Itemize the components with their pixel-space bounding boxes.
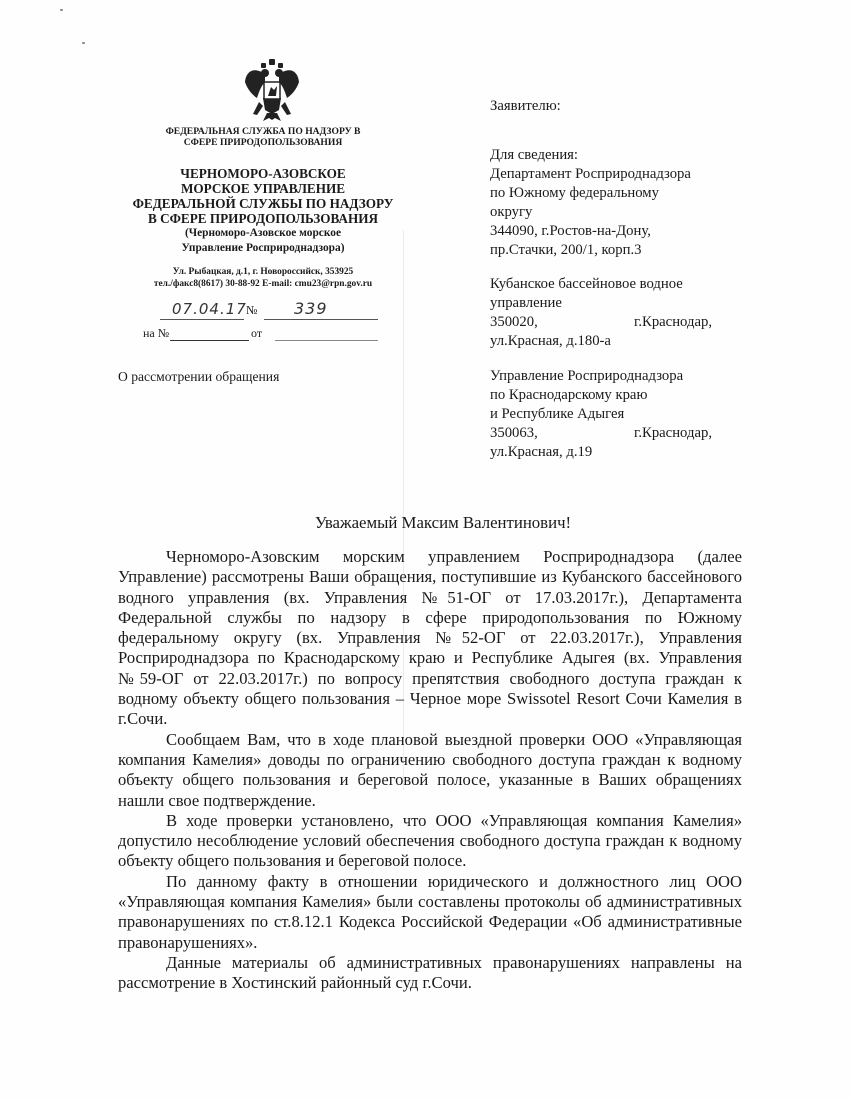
body-paragraph: В ходе проверки установлено, что ООО «Управляющая компания Камелия» допустило несоблюдение условий обеспечения свободного доступа граждан к водному объекту общего пользования и береговой полосе. [118,810,742,871]
reference-date-label: от [251,326,263,340]
applicant-label: Заявителю: [490,98,561,114]
letterhead-address: Ул. Рыбацкая, д.1, г. Новороссийск, 353925 тел./факс8(8617) 30-88-92 E-mail: cmu23@rpn.gov.ru [153,267,373,289]
reference-date-blank [275,326,378,341]
body-paragraph: Данные материалы об административных правонарушениях направлены на рассмотрение в Хостинский районный суд г.Сочи. [118,952,742,993]
body-paragraph: Черноморо-Азовским морским управлением Росприроднадзора (далее Управление) рассмотрены Ваши обращения, поступившие из Кубанского бассейнового водного управления (вх. Управления №51-ОГ от 17.03.2017г.), Департамента Федеральной службы по надзору в сфере природопользования по Южному федеральному округу (вх. Управления №52-ОГ от 22.03.2017г.), Управления Росприроднадзора по Краснодарскому краю и Республике Адыгея (вх. Управления №59-ОГ от 22.03.2017г.) по вопросу препятствия свободного доступа граждан к водному объекту общего пользования – Черное море Swissotel Resort Сочи Камелия в г.Сочи. [118,547,742,729]
recipient-block-rostov: Для сведения: Департамент Росприроднадзора по Южному федеральному округу 344090, г.Ростов-на-Дону, пр.Стачки, 200/1, корп.3 [490,147,691,258]
coat-of-arms-icon [243,58,301,122]
letter-subject: О рассмотрении обращения [118,369,280,384]
scan-speck [60,9,63,11]
division-name: ЧЕРНОМОРО-АЗОВСКОЕ МОРСКОЕ УПРАВЛЕНИЕ ФЕДЕРАЛЬНОЙ СЛУЖБЫ ПО НАДЗОРУ В СФЕРЕ ПРИРОДОПОЛЬЗОВАНИЯ [132,166,394,226]
body-paragraph: По данному факту в отношении юридического и должностного лиц ООО «Управляющая компания Камелия» были составлены протоколы об административных правонарушениях по ст.8.12.1 Кодекса Российской Федерации «Об административные правонарушениях». [118,871,742,952]
division-short-name: (Черноморо-Азовское морское Управление Росприроднадзора) [181,227,345,254]
scan-speck [82,42,85,44]
agency-name: ФЕДЕРАЛЬНАЯ СЛУЖБА ПО НАДЗОРУ В СФЕРЕ ПРИРОДОПОЛЬЗОВАНИЯ [165,126,361,148]
letter-body [118,547,742,994]
greeting: Уважаемый Максим Валентинович! [314,513,572,532]
registration-number: 339 [264,299,378,320]
reference-number-blank [170,326,249,341]
recipient-block-kuban: Кубанское бассейновое водное управление 350020, г.Краснодар, ул.Красная, д.180-а [490,276,712,349]
number-sign: № [246,303,258,317]
reference-number-label: на № [143,326,170,340]
recipient-block-krasnodar: Управление Росприроднадзора по Краснодарскому краю и Республике Адыгея 350063, г.Краснодар, ул.Красная, д.19 [490,368,712,460]
body-paragraph: Сообщаем Вам, что в ходе плановой выездной проверки ООО «Управляющая компания Камелия» доводы по ограничению свободного доступа граждан к водному объекту общего пользования и береговой полосе, указанные в Ваших обращениях нашли свое подтверждение. [118,729,742,810]
registration-date: 07.04.17 [160,299,244,320]
